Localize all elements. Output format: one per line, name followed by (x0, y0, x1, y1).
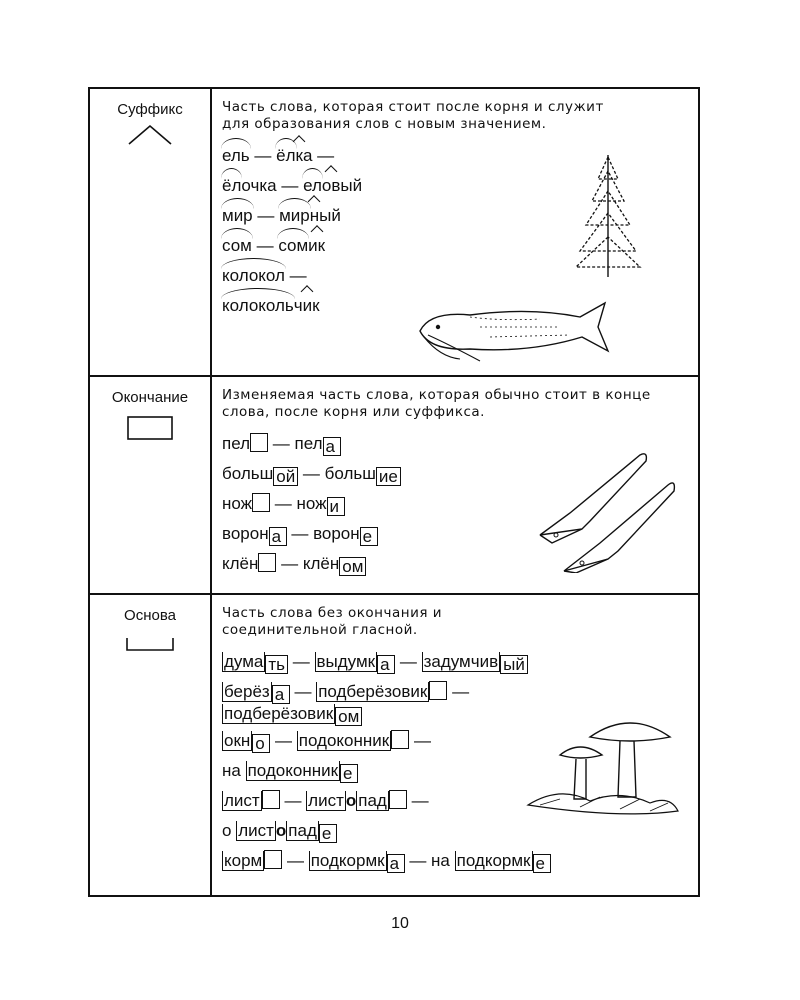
example-word: лист о пад е (236, 816, 337, 846)
example-word: ёлочка (222, 171, 277, 201)
dash: — (317, 146, 335, 165)
stem-bracket-icon (123, 632, 177, 656)
example-word: больш ой (222, 459, 298, 489)
terms-table (88, 87, 700, 897)
example-word: пел а (294, 429, 340, 459)
dash: — (284, 791, 302, 810)
dash: — (274, 494, 292, 513)
example-word: лист (222, 786, 280, 816)
example-word: нож (222, 489, 270, 519)
example-word: клён (222, 549, 276, 579)
example-word: подкормк е (455, 846, 551, 876)
dash: — (256, 236, 274, 255)
definition-suffix: Часть слова, которая стоит после корня и служит для образования слов с новым значением. (222, 99, 604, 132)
ending-box-icon (125, 414, 175, 444)
dash: — (272, 434, 290, 453)
example-word: подберёзовик (316, 677, 447, 707)
example-word: пел (222, 429, 268, 459)
example-word: дума ть (222, 647, 288, 677)
dash: — (409, 851, 427, 870)
preposition: на (431, 851, 450, 870)
dash: — (286, 851, 304, 870)
term-cell-stem (90, 595, 212, 895)
dash: — (411, 791, 429, 810)
dash: — (399, 652, 417, 671)
dash: — (289, 266, 307, 285)
example-word: больш ие (325, 459, 401, 489)
example-word: ель (222, 141, 250, 171)
example-word: еловый (303, 171, 362, 201)
dash: — (281, 176, 299, 195)
example-word: клён ом (303, 549, 367, 579)
example-word: выдумк а (315, 647, 396, 677)
term-suffix: Суффикс (117, 101, 183, 118)
example-word: колокольчик (222, 291, 320, 321)
catfish-illustration (410, 297, 610, 367)
preposition: на (222, 761, 241, 780)
dash: — (302, 464, 320, 483)
knives-illustration (530, 443, 680, 573)
dash: — (292, 652, 310, 671)
dash: — (254, 146, 272, 165)
example-word: корм (222, 846, 282, 876)
example-word: ворон е (313, 519, 378, 549)
example-word: задумчив ый (422, 647, 528, 677)
example-word: колокол (222, 261, 285, 291)
example-word: подкормк а (309, 846, 405, 876)
dash: — (291, 524, 309, 543)
example-word: лист о пад (306, 786, 407, 816)
dash: — (257, 206, 275, 225)
example-word: сом (222, 231, 252, 261)
dash: — (294, 682, 312, 701)
dash: — (275, 731, 293, 750)
example-word: окн о (222, 726, 270, 756)
term-stem: Основа (124, 607, 176, 624)
row-stem (90, 593, 698, 895)
example-word: подоконник (297, 726, 409, 756)
example-word: мир (222, 201, 253, 231)
example-word: подберёзовик ом (222, 703, 362, 726)
example-word: сомик (278, 231, 325, 261)
example-word: нож и (297, 489, 345, 519)
example-line (222, 846, 698, 876)
definition-stem: Часть слова без окончания и соединительной гласной. (222, 605, 443, 638)
example-word: подоконник е (246, 756, 358, 786)
row-suffix (90, 89, 698, 375)
dash: — (452, 682, 470, 701)
mushrooms-illustration (520, 715, 680, 825)
preposition: о (222, 821, 232, 840)
dash: — (413, 731, 431, 750)
suffix-caret-icon (125, 122, 175, 148)
term-ending: Окончание (111, 389, 189, 406)
example-word: ёлка (276, 141, 312, 171)
fir-tree-illustration (568, 149, 648, 279)
example-word: берёз а (222, 677, 290, 707)
example-word: мирный (279, 201, 341, 231)
row-ending (90, 375, 698, 593)
term-cell-suffix (90, 89, 212, 375)
term-cell-ending (90, 377, 212, 593)
example-line (222, 647, 698, 677)
dash: — (281, 554, 299, 573)
example-word: ворон а (222, 519, 287, 549)
definition-ending: Изменяемая часть слова, которая обычно стоит в конце слова, после корня или суффикса. (222, 387, 651, 420)
page-number: 10 (391, 915, 409, 932)
